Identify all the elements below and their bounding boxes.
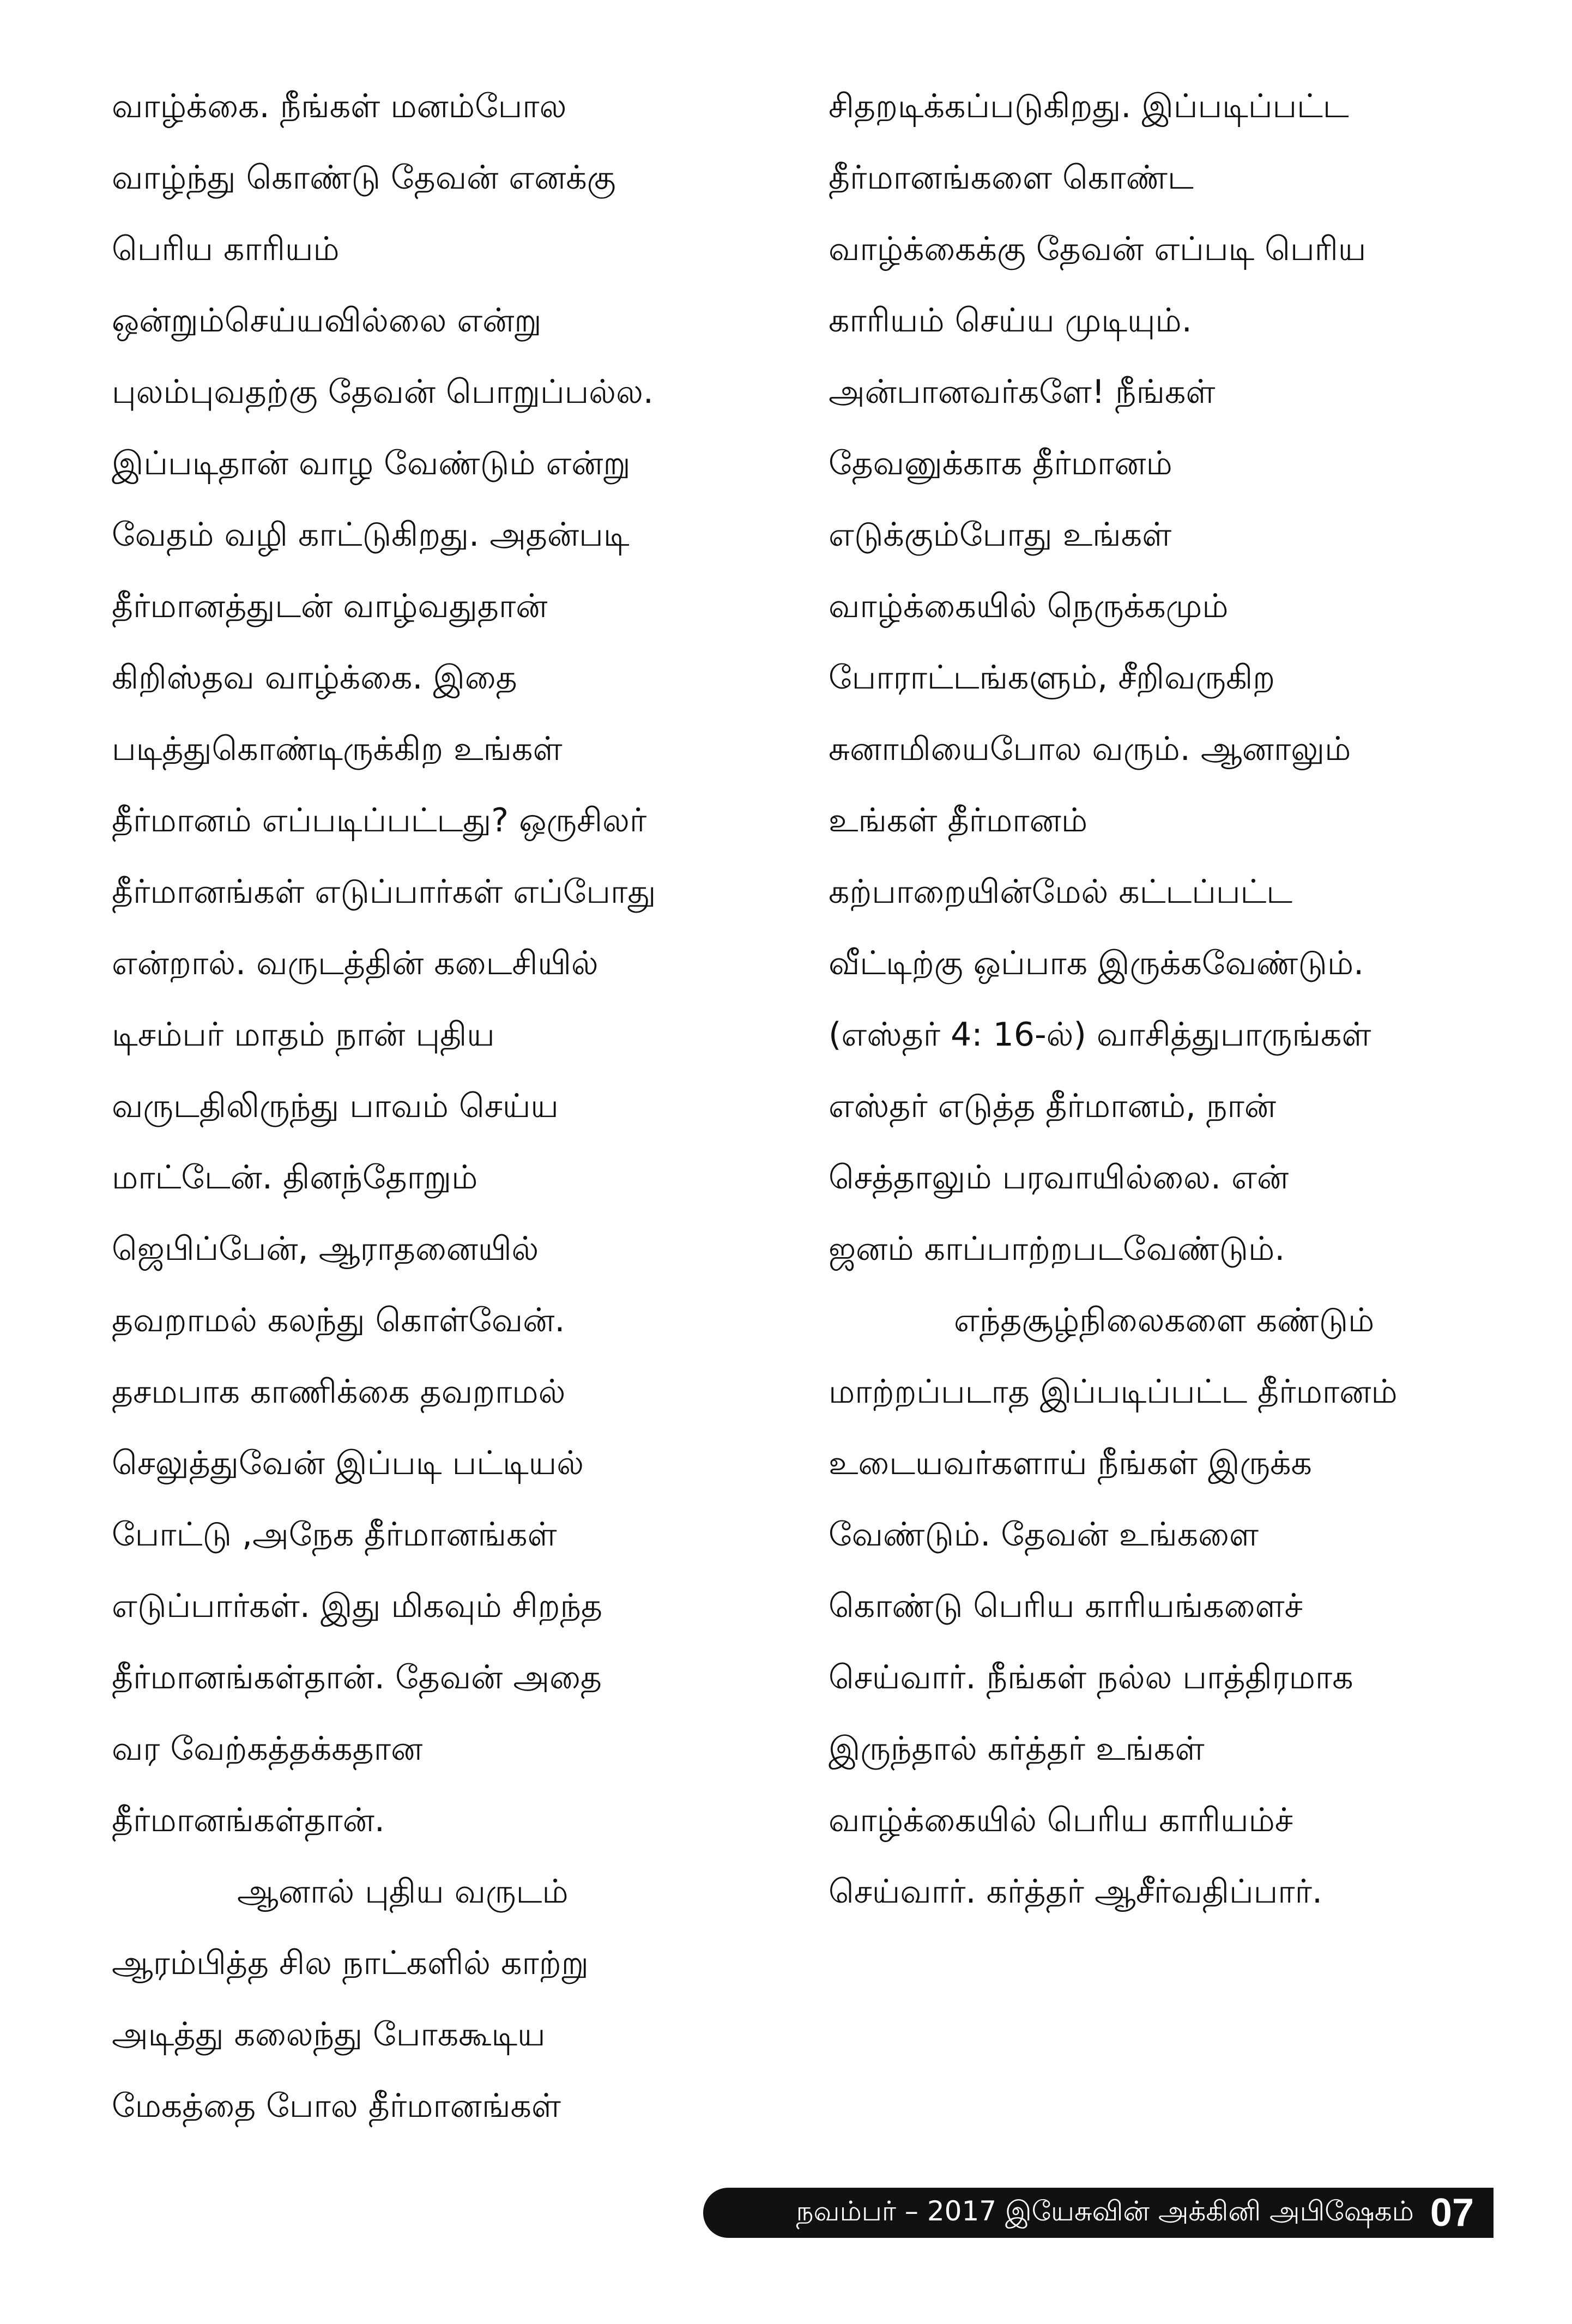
paragraph-start-line: ஆனால் புதிய வருடம் bbox=[237, 1873, 569, 1911]
text-line: ஜெபிப்பேன், ஆராதனையில் bbox=[112, 1230, 539, 1268]
text-line: மாட்டேன். தினந்தோறும் bbox=[112, 1158, 478, 1197]
text-line: வருடதிலிருந்து பாவம் செய்ய bbox=[112, 1087, 559, 1125]
text-line: தசமபாக காணிக்கை தவறாமல் bbox=[112, 1373, 566, 1411]
text-line: தீர்மானங்கள்தான். தேவன் அதை bbox=[112, 1658, 602, 1697]
text-line: எடுப்பார்கள். இது மிகவும் சிறந்த bbox=[112, 1587, 603, 1625]
text-line: செய்வார். கர்த்தர் ஆசீர்வதிப்பார். bbox=[829, 1873, 1323, 1911]
text-line: வாழ்க்கையில் பெரிய காரியம்ச் bbox=[829, 1801, 1293, 1839]
text-line: ஒன்றும்செய்யவில்லை என்று bbox=[112, 301, 542, 340]
text-line: எடுக்கும்போது உங்கள் bbox=[829, 516, 1172, 554]
text-line: வேண்டும். தேவன் உங்களை bbox=[829, 1516, 1259, 1554]
text-line: வாழ்க்கைக்கு தேவன் எப்படி பெரிய bbox=[829, 230, 1367, 268]
text-line: மாற்றப்படாத இப்படிப்பட்ட தீர்மானம் bbox=[829, 1373, 1398, 1411]
text-line: தவறாமல் கலந்து கொள்வேன். bbox=[112, 1301, 565, 1339]
text-line: தீர்மானம் எப்படிப்பட்டது? ஒருசிலர் bbox=[112, 801, 647, 840]
text-line: (எஸ்தர் 4: 16-ல்) வாசித்துபாருங்கள் bbox=[829, 1016, 1371, 1054]
text-line: வாழ்க்கை. நீங்கள் மனம்போல bbox=[112, 87, 567, 125]
right-column bbox=[829, 71, 1532, 1928]
text-line: ஆரம்பித்த சில நாட்களில் காற்று bbox=[112, 1944, 589, 1982]
text-line: எஸ்தர் எடுத்த தீர்மானம், நான் bbox=[829, 1087, 1277, 1125]
text-line: மேகத்தை போல தீர்மானங்கள் bbox=[112, 2087, 561, 2125]
text-line: வாழ்க்கையில் நெருக்கமும் bbox=[829, 587, 1229, 625]
text-line: தேவனுக்காக தீர்மானம் bbox=[829, 444, 1172, 482]
text-line: செத்தாலும் பரவாயில்லை. என் bbox=[829, 1158, 1289, 1197]
text-line: வேதம் வழி காட்டுகிறது. அதன்படி bbox=[112, 516, 630, 554]
text-line: வாழ்ந்து கொண்டு தேவன் எனக்கு bbox=[112, 159, 616, 197]
text-line: தீர்மானத்துடன் வாழ்வதுதான் bbox=[112, 587, 548, 625]
text-line: என்றால். வருடத்தின் கடைசியில் bbox=[112, 944, 598, 982]
text-line: அடித்து கலைந்து போககூடிய bbox=[112, 2015, 546, 2054]
text-line: கற்பாறையின்மேல் கட்டப்பட்ட bbox=[829, 873, 1293, 911]
text-line: அன்பானவர்களே! நீங்கள் bbox=[829, 373, 1216, 411]
text-line: பெரிய காரியம் bbox=[112, 230, 340, 268]
text-line: சிதறடிக்கப்படுகிறது. இப்படிப்பட்ட bbox=[829, 87, 1349, 125]
text-line: போராட்டங்களும், சீறிவருகிற bbox=[829, 659, 1275, 697]
text-line: டிசம்பர் மாதம் நான் புதிய bbox=[112, 1016, 495, 1054]
text-line: இப்படிதான் வாழ வேண்டும் என்று bbox=[112, 444, 631, 482]
text-line: தீர்மானங்களை கொண்ட bbox=[829, 159, 1194, 197]
text-line: புலம்புவதற்கு தேவன் பொறுப்பல்ல. bbox=[112, 373, 654, 411]
page-number: 07 bbox=[1430, 2191, 1474, 2235]
text-line: வர வேற்கத்தக்கதான bbox=[112, 1730, 423, 1768]
text-line: இருந்தால் கர்த்தர் உங்கள் bbox=[829, 1730, 1205, 1768]
text-line: தீர்மானங்கள் எடுப்பார்கள் எப்போது bbox=[112, 873, 656, 911]
text-line: ஜனம் காப்பாற்றபடவேண்டும். bbox=[829, 1230, 1285, 1268]
text-line: கிறிஸ்தவ வாழ்க்கை. இதை bbox=[112, 659, 517, 697]
footer-title: நவம்பர் – 2017 இயேசுவின் அக்கினி அபிஷேகம் bbox=[796, 2195, 1414, 2227]
text-line: போட்டு ,அநேக தீர்மானங்கள் bbox=[112, 1516, 557, 1554]
text-line: வீட்டிற்கு ஒப்பாக இருக்கவேண்டும். bbox=[829, 944, 1364, 982]
text-line: சுனாமியைபோல வரும். ஆனாலும் bbox=[829, 730, 1351, 768]
text-line: உங்கள் தீர்மானம் bbox=[829, 801, 1088, 840]
paragraph-start-line: எந்தசூழ்நிலைகளை கண்டும் bbox=[954, 1301, 1375, 1339]
text-line: செய்வார். நீங்கள் நல்ல பாத்திரமாக bbox=[829, 1658, 1353, 1697]
left-column bbox=[112, 71, 815, 2142]
text-line: செலுத்துவேன் இப்படி பட்டியல் bbox=[112, 1444, 584, 1482]
text-line: காரியம் செய்ய முடியும். bbox=[829, 301, 1192, 340]
footer-banner bbox=[703, 2188, 1494, 2238]
text-line: படித்துகொண்டிருக்கிற உங்கள் bbox=[112, 730, 563, 768]
text-line: தீர்மானங்கள்தான். bbox=[112, 1801, 385, 1839]
text-line: கொண்டு பெரிய காரியங்களைச் bbox=[829, 1587, 1303, 1625]
text-line: உடையவர்களாய் நீங்கள் இருக்க bbox=[829, 1444, 1312, 1482]
